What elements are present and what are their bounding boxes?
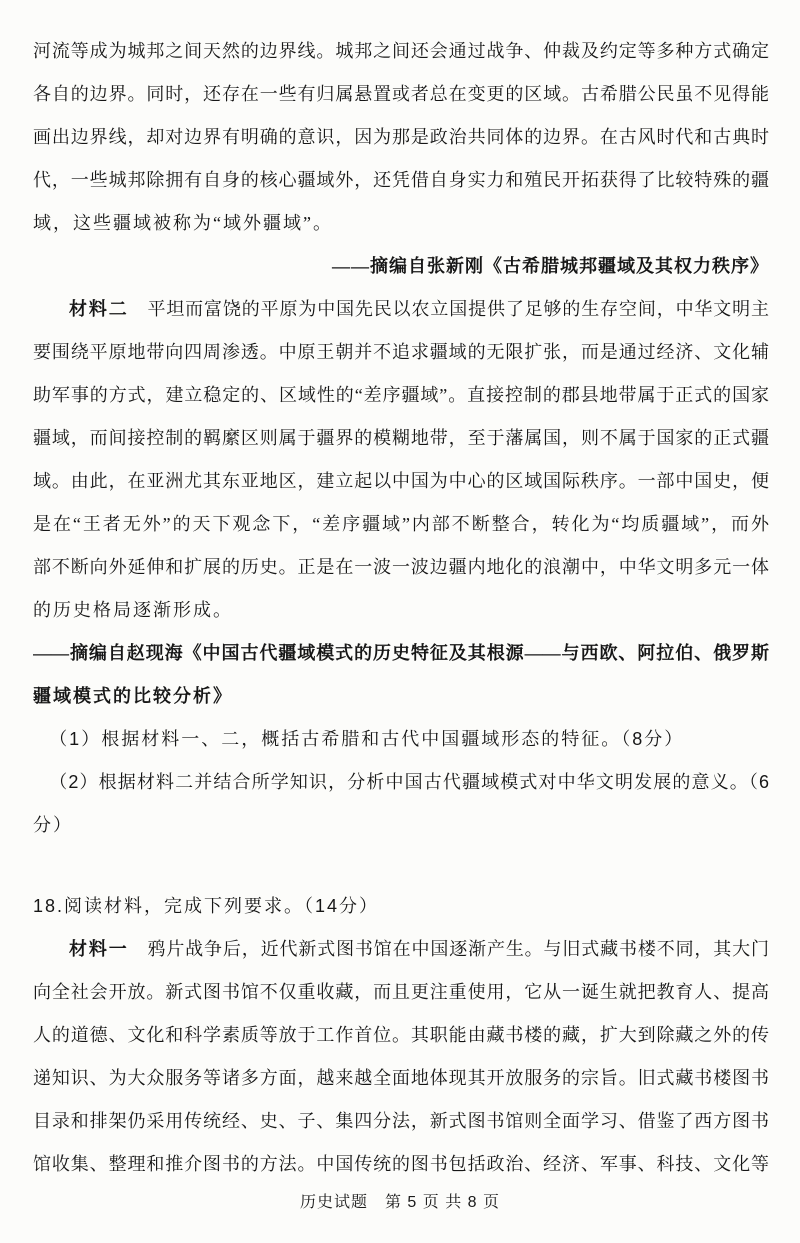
page-footer	[0, 1188, 800, 1218]
material1-source-citation: ——摘编自张新刚《古希腊城邦疆域及其权力秩序》	[332, 256, 769, 276]
question-18-stem: 18.阅读材料，完成下列要求。（14分）	[33, 896, 380, 916]
q18-material1-label: 材料一	[69, 939, 129, 959]
q18-material1-heading-line	[33, 928, 769, 971]
material2-text-line: 是在“王者无外”的天下观念下，“差序疆域”内部不断整合，转化为“均质疆域”，而外	[33, 514, 769, 534]
material2-source-citation: 疆域模式的比较分析》	[33, 686, 233, 706]
material2-text-line: 部不断向外延伸和扩展的历史。正是在一波一波边疆内地化的浪潮中，中华文明多元一体	[33, 557, 769, 577]
material1-text-line: 代，一些城邦除拥有自身的核心疆域外，还凭借自身实力和殖民开拓获得了比较特殊的疆	[33, 170, 769, 190]
q18-material1-text: 鸦片战争后，近代新式图书馆在中国逐渐产生。与旧式藏书楼不同，其大门	[128, 939, 769, 959]
material1-text-line: 域，这些疆域被称为“域外疆域”。	[33, 213, 333, 233]
q18-material1-text-line: 人的道德、文化和科学素质等放于工作首位。其职能由藏书楼的藏，扩大到除藏之外的传	[33, 1025, 769, 1045]
material1-text-line: 河流等成为城邦之间天然的边界线。城邦之间还会通过战争、仲裁及约定等多种方式确定	[33, 41, 769, 61]
material2-text-line: 助军事的方式，建立稳定的、区域性的“差序疆域”。直接控制的郡县地带属于正式的国家	[33, 385, 769, 405]
sub-question-2-line: 分）	[33, 815, 73, 835]
page-footer-text: 历史试题 第 5 页 共 8 页	[299, 1194, 501, 1211]
material2-text-line: 域。由此，在亚洲尤其东亚地区，建立起以中国为中心的区域国际秩序。一部中国史，便	[33, 471, 769, 491]
material2-heading-line	[33, 288, 769, 331]
q18-material1-text-line: 递知识、为大众服务等诸多方面，越来越全面地体现其开放服务的宗旨。旧式藏书楼图书	[33, 1068, 769, 1088]
q18-material1-text-line: 目录和排架仍采用传统经、史、子、集四分法，新式图书馆则全面学习、借鉴了西方图书	[33, 1111, 769, 1131]
q18-material1-text-line: 向全社会开放。新式图书馆不仅重收藏，而且更注重使用，它从一诞生就把教育人、提高	[33, 982, 769, 1002]
material2-text: 平坦而富饶的平原为中国先民以农立国提供了足够的生存空间，中华文明主	[128, 299, 769, 319]
material1-text-line: 画出边界线，却对边界有明确的意识，因为那是政治共同体的边界。在古风时代和古典时	[33, 127, 769, 147]
material2-text-line: 的历史格局逐渐形成。	[33, 600, 233, 620]
sub-question-2-line: （2）根据材料二并结合所学知识，分析中国古代疆域模式对中华文明发展的意义。（6	[49, 772, 769, 792]
q18-material1-text-line: 馆收集、整理和推介图书的方法。中国传统的图书包括政治、经济、军事、科技、文化等	[33, 1154, 769, 1174]
material1-text-line: 各自的边界。同时，还存在一些有归属悬置或者总在变更的区域。古希腊公民虽不见得能	[33, 84, 769, 104]
sub-question-1: （1）根据材料一、二，概括古希腊和古代中国疆域形态的特征。（8分）	[49, 729, 685, 749]
material2-text-line: 疆域，而间接控制的羁縻区则属于疆界的模糊地带，至于藩属国，则不属于国家的正式疆	[33, 428, 769, 448]
material2-source-citation: ——摘编自赵现海《中国古代疆域模式的历史特征及其根源——与西欧、阿拉伯、俄罗斯	[33, 643, 769, 663]
material2-label: 材料二	[69, 299, 129, 319]
material2-text-line: 要围绕平原地带向四周渗透。中原王朝并不追求疆域的无限扩张，而是通过经济、文化辅	[33, 342, 769, 362]
